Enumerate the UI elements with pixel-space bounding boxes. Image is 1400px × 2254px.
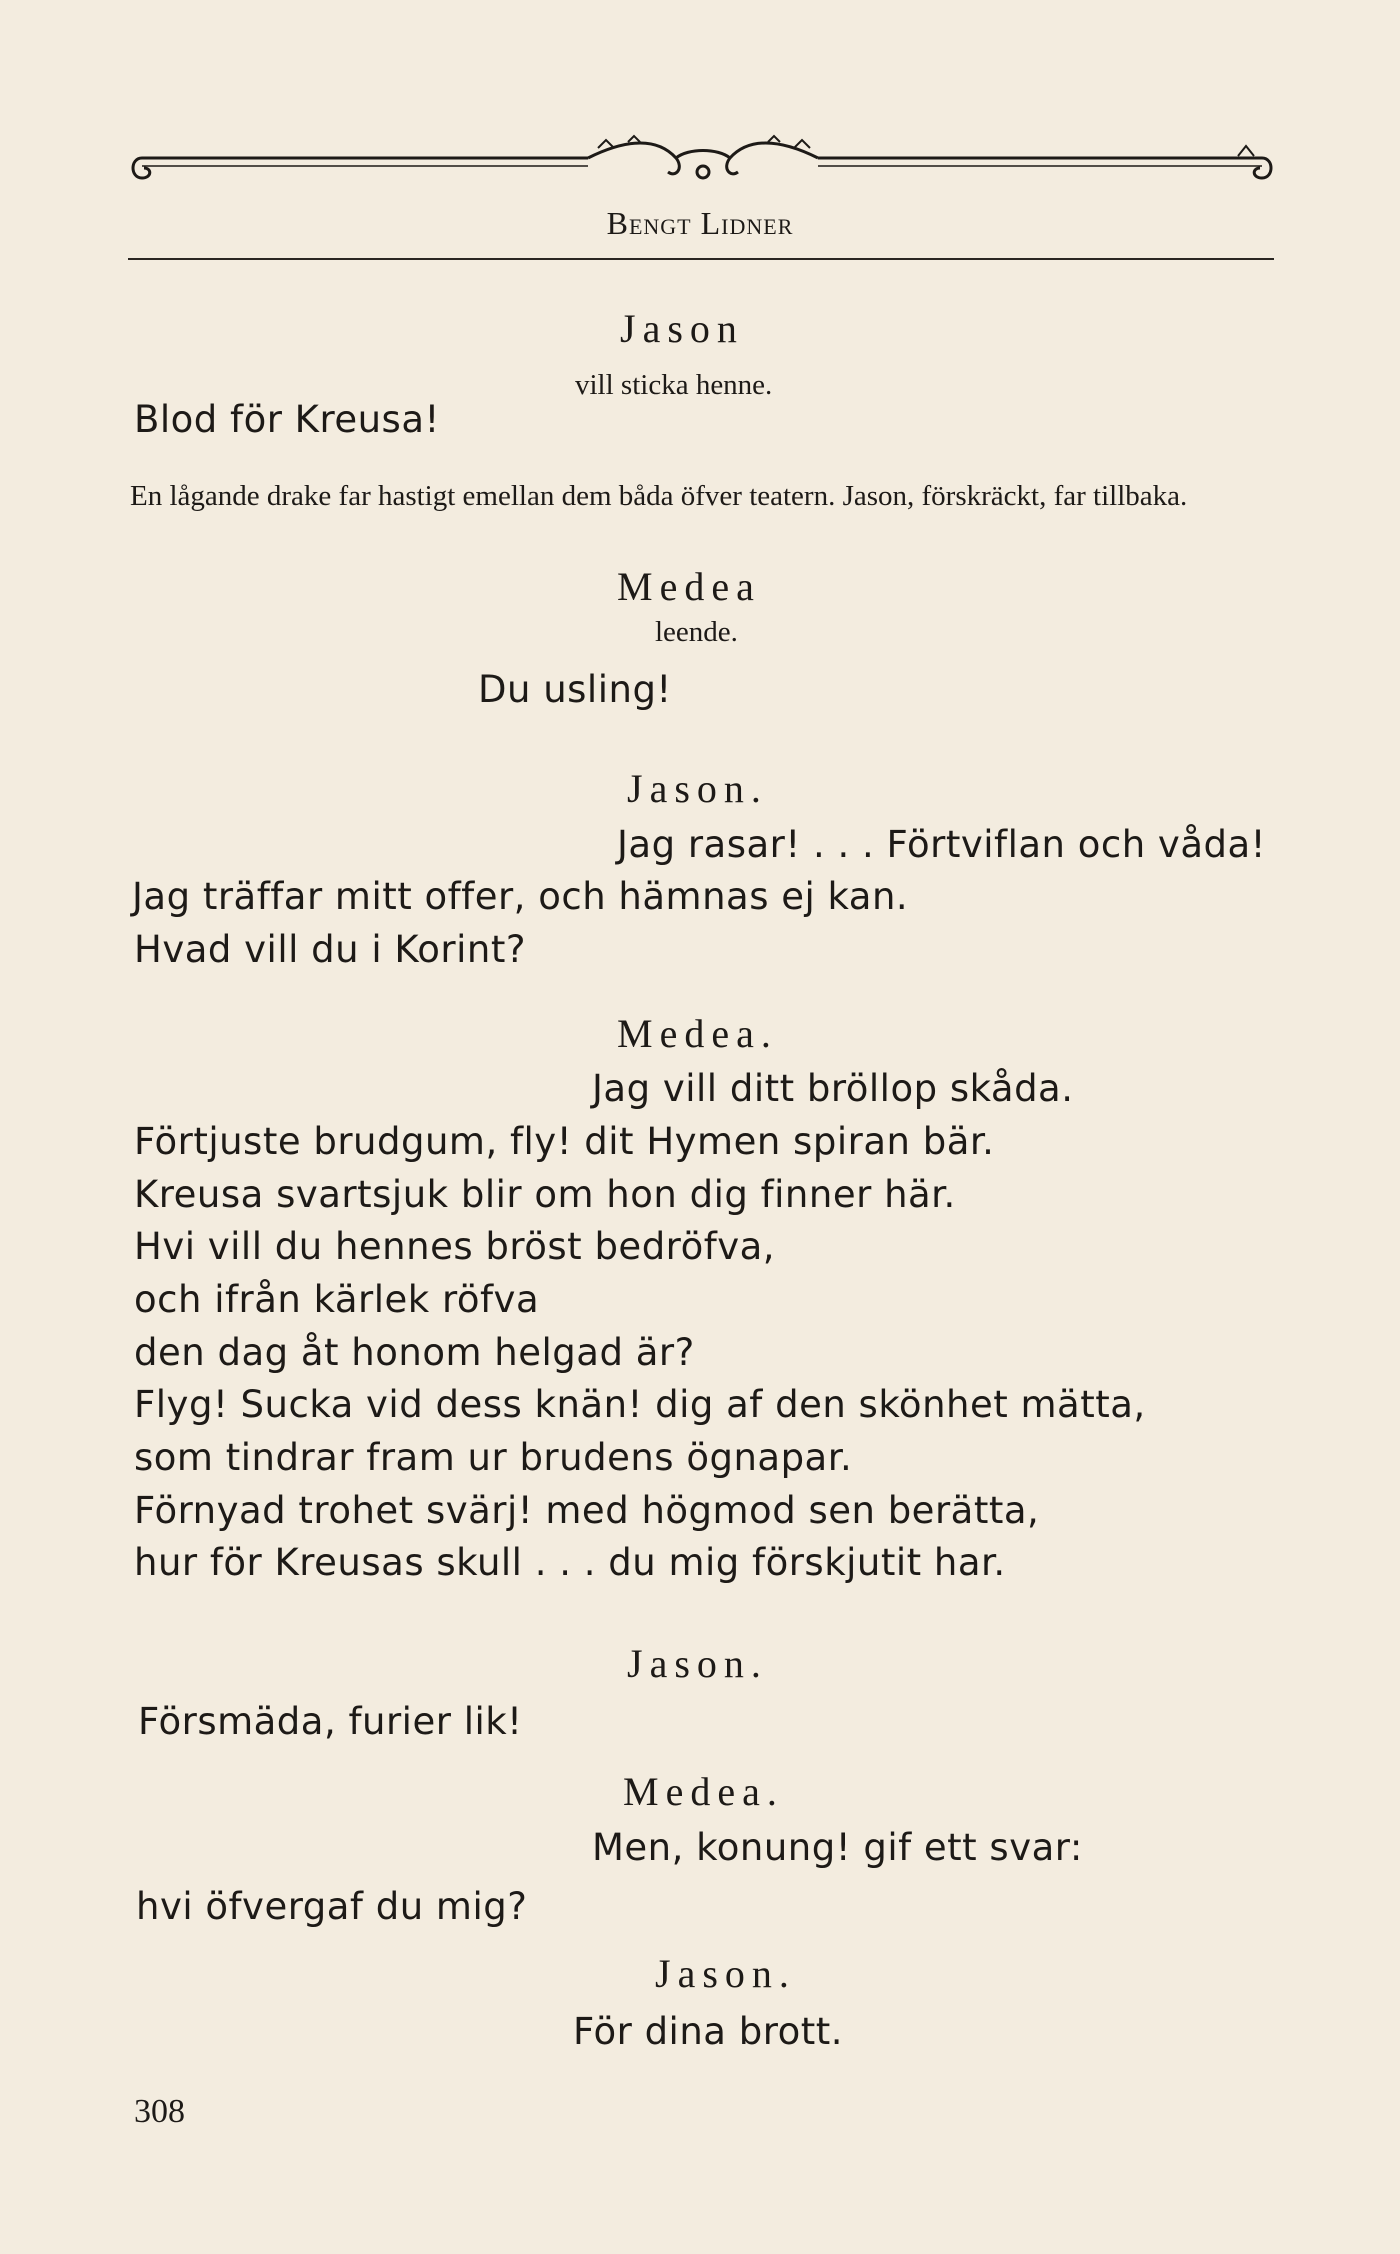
running-head: Bengt Lidner xyxy=(606,205,794,241)
verse-line: Blod för Kreusa! xyxy=(134,398,440,441)
speaker-medea: Medea. xyxy=(623,1769,784,1814)
verse-line: Hvad vill du i Korint? xyxy=(134,928,527,971)
header-rule xyxy=(128,258,1274,260)
verse-line: och ifrån kärlek röfva xyxy=(134,1278,540,1321)
verse-line: Jag rasar! . . . Förtviflan och våda! xyxy=(617,823,1266,866)
verse-line: Du usling! xyxy=(478,668,672,711)
verse-line: hvi öfvergaf du mig? xyxy=(136,1885,528,1928)
verse-line: Flyg! Sucka vid dess knän! dig af den skönhet mätta, xyxy=(134,1383,1146,1426)
verse-line: Hvi vill du hennes bröst bedröfva, xyxy=(134,1225,776,1268)
verse-line: För dina brott. xyxy=(573,2010,844,2053)
verse-line: Förtjuste brudgum, fly! dit Hymen spiran bär. xyxy=(134,1120,995,1163)
speaker-medea: Medea. xyxy=(617,1011,778,1056)
verse-line: Kreusa svartsjuk blir om hon dig finner här. xyxy=(134,1173,956,1216)
page-number: 308 xyxy=(134,2093,185,2130)
verse-line: Men, konung! gif ett svar: xyxy=(592,1826,1083,1869)
speaker-jason: Jason. xyxy=(627,766,768,811)
stage-direction-block: En lågande drake far hastigt emellan dem båda öfver teatern. Jason, förskräckt, far tillbaka. xyxy=(130,480,1188,512)
stage-direction: leende. xyxy=(655,616,738,648)
speaker-jason: Jason. xyxy=(655,1951,796,1996)
verse-line: Förnyad trohet svärj! med högmod sen berätta, xyxy=(134,1489,1040,1532)
stage-direction: vill sticka henne. xyxy=(575,369,773,401)
verse-line: Jag vill ditt bröllop skåda. xyxy=(592,1067,1074,1110)
verse-line: hur för Kreusas skull . . . du mig förskjutit har. xyxy=(134,1541,1006,1584)
header-ornament xyxy=(128,128,1276,198)
speaker-jason: Jason. xyxy=(627,1641,768,1686)
verse-line: Försmäda, furier lik! xyxy=(138,1700,523,1743)
verse-line: som tindrar fram ur brudens ögnapar. xyxy=(134,1436,853,1479)
speaker-medea: Medea xyxy=(617,564,761,609)
verse-line: den dag åt honom helgad är? xyxy=(134,1331,695,1374)
verse-line: Jag träffar mitt offer, och hämnas ej kan. xyxy=(132,875,909,918)
speaker-jason: Jason xyxy=(620,306,744,351)
